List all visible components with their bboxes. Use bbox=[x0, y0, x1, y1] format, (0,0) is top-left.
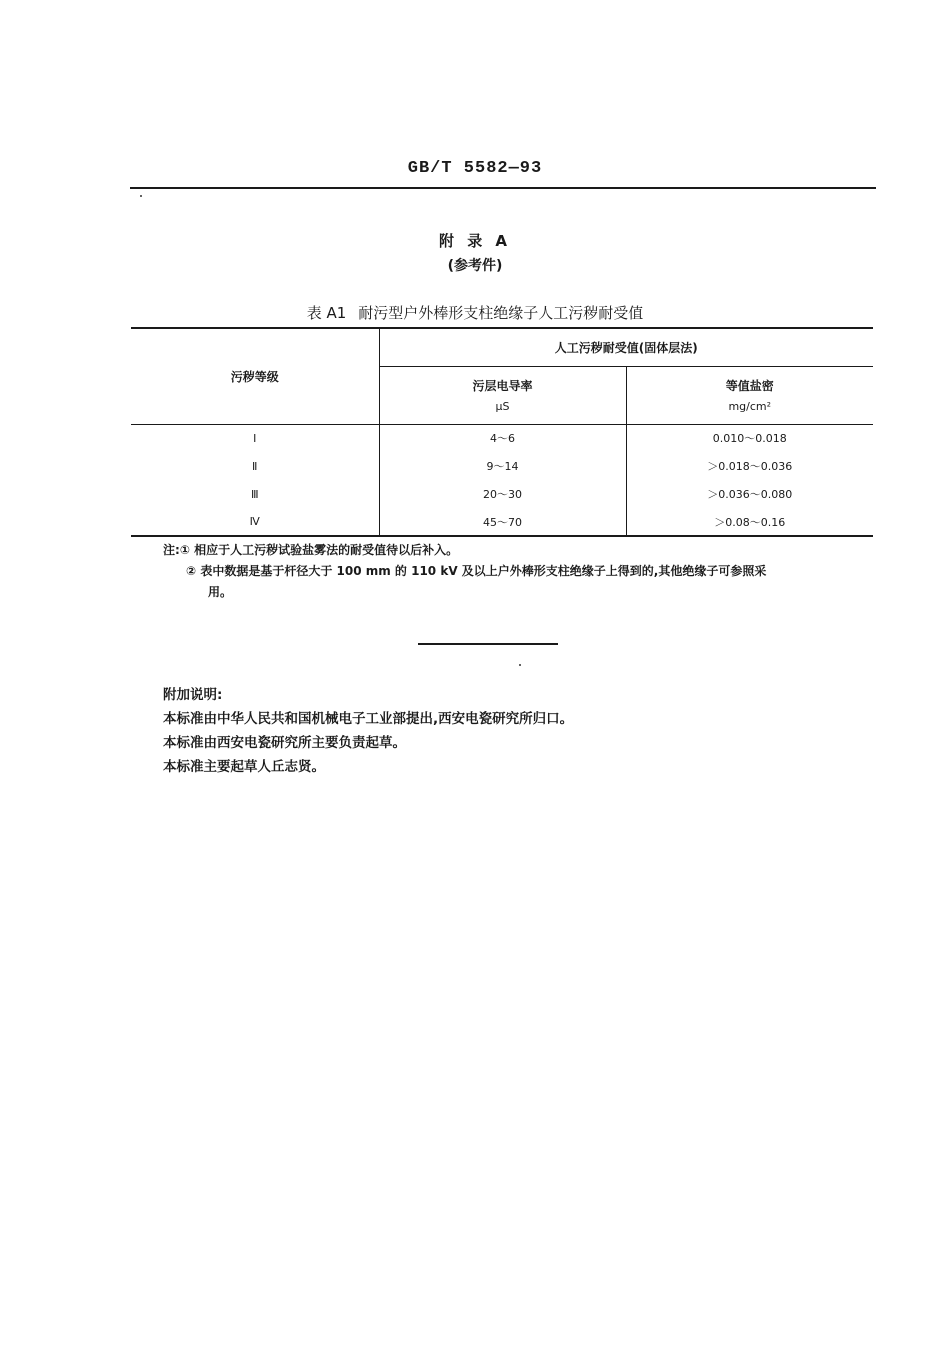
header-esdd-label: 等值盐密 bbox=[725, 379, 774, 393]
additional-line-2: 本标准由西安电瓷研究所主要负责起草。 bbox=[163, 735, 406, 751]
header-conductivity-unit: μS bbox=[495, 400, 510, 413]
notes-label: 注: bbox=[163, 543, 180, 557]
header-pollution-grade: 污秽等级 bbox=[131, 328, 379, 424]
table-caption-title: 耐污型户外棒形支柱绝缘子人工污秽耐受值 bbox=[358, 304, 644, 322]
additional-heading: 附加说明: bbox=[163, 687, 223, 703]
note-1 bbox=[163, 540, 875, 561]
end-rule bbox=[418, 643, 558, 645]
note-2: ② 表中数据是基于杆径大于 100 mm 的 110 kV 及以上户外棒形支柱绝缘子上得到的,其他绝缘子可参照采 bbox=[186, 564, 767, 578]
additional-notes bbox=[163, 683, 875, 779]
header-esdd bbox=[626, 366, 873, 424]
cell-conductivity: 4～6 bbox=[379, 424, 626, 452]
cell-conductivity: 45～70 bbox=[379, 508, 626, 536]
table-row bbox=[131, 452, 873, 480]
table-notes bbox=[163, 540, 875, 603]
table-row bbox=[131, 508, 873, 536]
header-rule bbox=[130, 187, 876, 189]
header-conductivity-label: 污层电导率 bbox=[472, 379, 533, 393]
appendix-subtitle: (参考件) bbox=[447, 258, 503, 274]
table-caption-number: 表 A1 bbox=[306, 304, 347, 322]
scan-speck bbox=[140, 195, 142, 197]
cell-esdd: ＞0.08～0.16 bbox=[626, 508, 873, 536]
additional-line-1: 本标准由中华人民共和国机械电子工业部提出,西安电瓷研究所归口。 bbox=[163, 711, 574, 727]
standard-code: GB/T 5582—93 bbox=[407, 159, 543, 178]
cell-esdd: 0.010～0.018 bbox=[626, 424, 873, 452]
cell-grade: Ⅲ bbox=[250, 487, 259, 501]
cell-conductivity: 9～14 bbox=[379, 452, 626, 480]
appendix-title: 附 录 A bbox=[438, 232, 512, 250]
pollution-withstand-table bbox=[131, 327, 873, 537]
table-row bbox=[131, 480, 873, 508]
header-group-withstand: 人工污秽耐受值(固体层法) bbox=[379, 328, 873, 366]
cell-grade: I bbox=[253, 431, 257, 445]
cell-esdd: ＞0.018～0.036 bbox=[626, 452, 873, 480]
additional-line-3: 本标准主要起草人丘志贤。 bbox=[163, 759, 325, 775]
scan-speck bbox=[519, 664, 521, 666]
cell-conductivity: 20～30 bbox=[379, 480, 626, 508]
note-1-text: ① 相应于人工污秽试验盐雾法的耐受值待以后补入。 bbox=[179, 543, 459, 557]
cell-grade: Ⅱ bbox=[252, 459, 258, 473]
header-esdd-unit: mg/cm² bbox=[728, 400, 772, 413]
header-conductivity bbox=[379, 366, 626, 424]
table-caption bbox=[0, 302, 950, 323]
table-row bbox=[131, 424, 873, 452]
cell-esdd: ＞0.036～0.080 bbox=[626, 480, 873, 508]
note-2-continuation: 用。 bbox=[208, 585, 233, 599]
cell-grade: Ⅳ bbox=[131, 508, 379, 536]
